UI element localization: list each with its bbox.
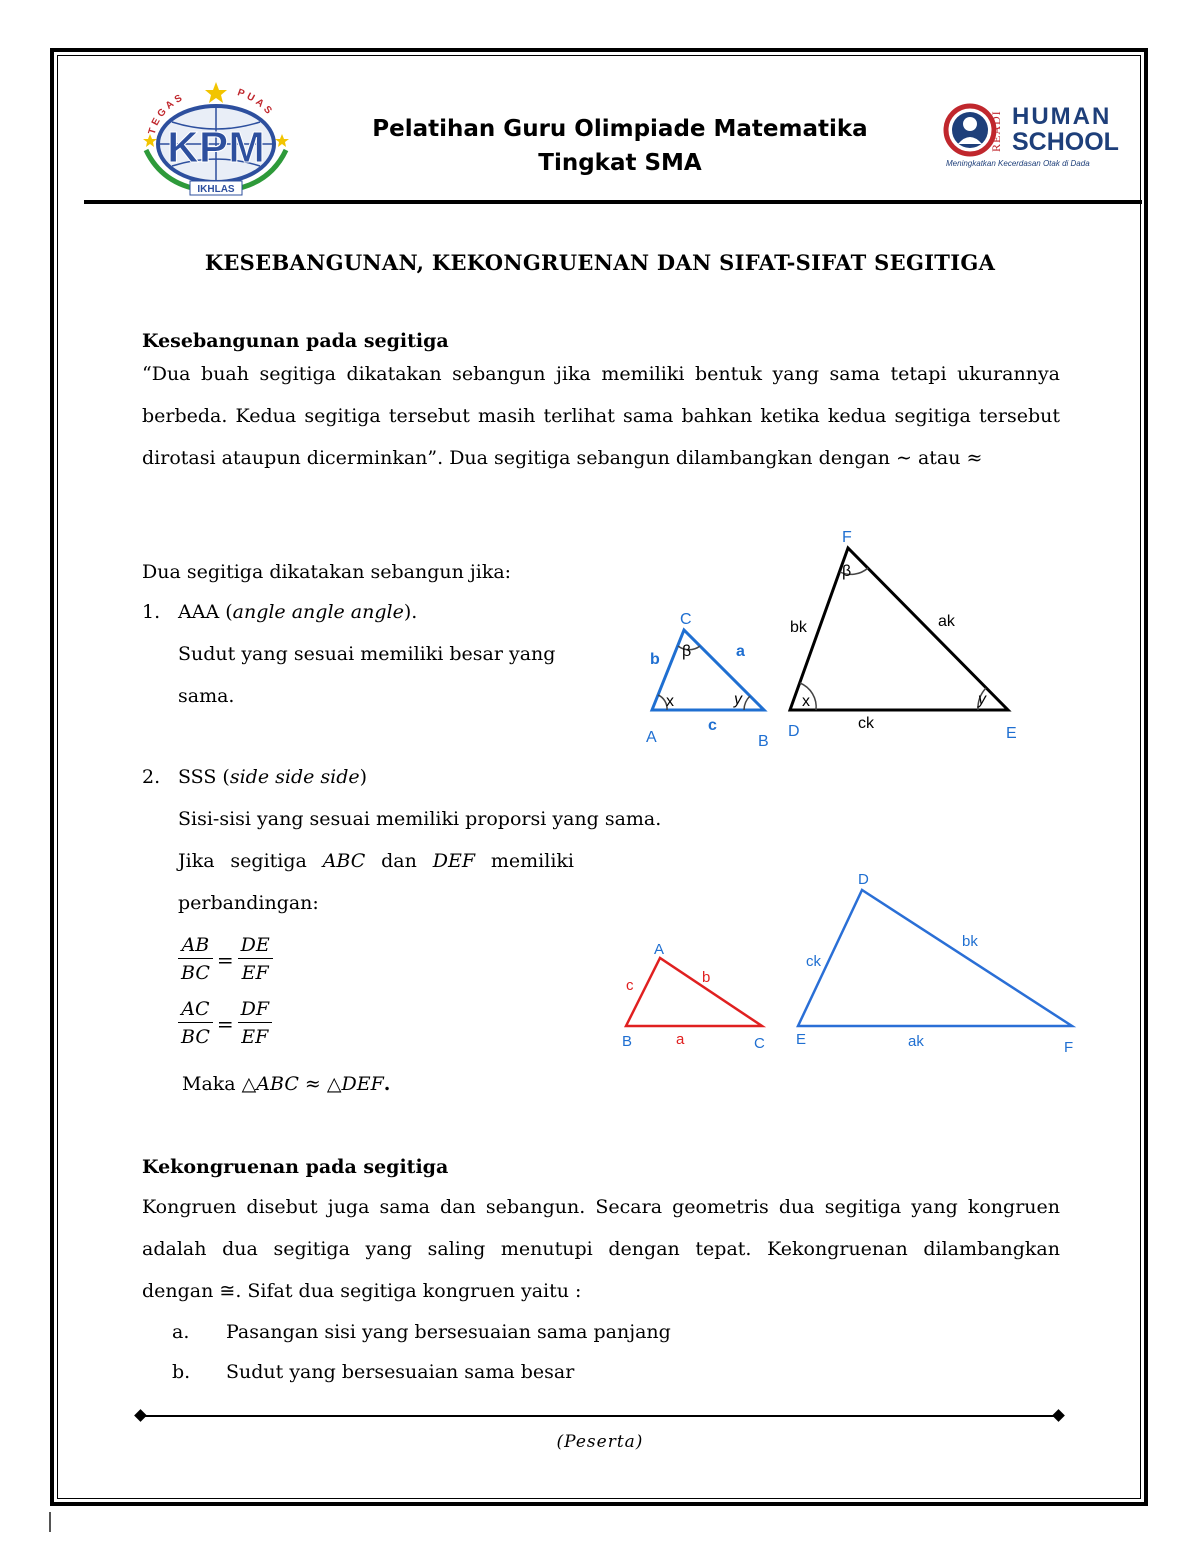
criteria-item-sss [142,756,622,798]
criteria-intro: Dua segitiga dikatakan sebangun jika: [142,561,512,583]
numerator: AB [178,932,213,959]
paragraph-line [142,437,1060,479]
section-heading-kesebangunan: Kesebangunan pada segitiga [142,330,449,352]
triangle-abc-blue [646,611,769,750]
numerator: DF [238,996,272,1023]
item-label: AAA ( [178,601,233,623]
similarity-expression: △ABC ≈ △DEF [241,1073,384,1095]
numerator: DE [238,932,273,959]
paragraph-text: dirotasi ataupun dicerminkan”. Dua segitiga sebangun dilambangkan dengan [142,447,890,469]
vertex-a: A [646,729,657,746]
figure-sss-similar-triangles [612,866,1092,1056]
section-heading-kekongruenan: Kekongruenan pada segitiga [142,1156,449,1178]
fraction [178,932,213,987]
item-label-italic: side side side [229,766,360,788]
star-icon [205,82,227,103]
paragraph-line: adalah dua segitiga yang saling menutupi dengan tepat. Kekongruenan dilambangkan [142,1238,1060,1260]
side-bk: bk [790,619,807,636]
triangle-name-def: DEF [432,850,476,872]
side-b: b [650,651,660,668]
kpm-logo-bottom-text: IKHLAS [197,184,235,195]
text-word: dan [381,850,417,872]
angle-x: x [802,693,810,710]
list-number: 2. [142,766,161,788]
kpm-logo [132,80,300,200]
angle-arc [744,696,750,710]
list-marker: b. [172,1361,191,1383]
paragraph-line: berbeda. Kedua segitiga tersebut masih terlihat sama bahkan ketika kedua segitiga tersebut [142,405,1060,427]
equals-sign: = [216,947,234,972]
hs-logo-tagline: Meningkatkan Kecerdasan Otak di Dada [946,159,1090,168]
human-school-logo [940,96,1140,176]
vertex-e: E [1006,725,1017,742]
vertex-b: B [622,1033,633,1050]
paragraph-line: “Dua buah segitiga dikatakan sebangun jika memiliki bentuk yang sama tetapi ukurannya [142,363,1060,385]
triangle-abc-outline [626,958,762,1026]
denominator: BC [181,1026,210,1048]
header-title-line2: Tingkat SMA [538,150,702,176]
item-description [178,840,574,882]
triangle-def-outline [798,890,1072,1026]
figure-aaa-similar-triangles [630,520,1060,750]
hs-logo-school: SCHOOL [1012,128,1119,156]
side-a: a [736,643,745,660]
vertex-d: D [788,723,800,740]
ratio-equation-2 [178,996,272,1051]
similar-symbol: ∼ [896,447,912,469]
conclusion-line [182,1063,582,1105]
approx-symbol: ≈ [966,447,983,469]
denominator: BC [181,962,210,984]
side-ck: ck [806,953,821,970]
angle-beta: β [682,643,692,660]
numerator: AC [178,996,213,1023]
kpm-logo-top-left-text: TEGAS [146,91,187,136]
side-a: a [676,1031,685,1048]
criteria-item-aaa [142,591,622,633]
triangle-name-abc: ABC [322,850,366,872]
vertex-f: F [1064,1039,1074,1056]
side-ck: ck [858,715,874,732]
vertex-b: B [758,733,769,750]
fraction [238,996,272,1051]
footer-label: (Peserta) [556,1432,644,1452]
item-description: sama. [178,685,235,707]
side-c: c [626,977,634,994]
side-b: b [702,969,711,986]
triangle-def-black [788,529,1017,742]
angle-beta: β [842,563,852,580]
vertex-e: E [796,1031,807,1048]
side-c: c [708,717,717,734]
angle-x: x [666,693,674,710]
item-description: Sisi-sisi yang sesuai memiliki proporsi yang sama. [178,808,662,830]
header-title-line1: Pelatihan Guru Olimpiade Matematika [372,116,868,142]
denominator: EF [241,962,269,984]
item-description: Sudut yang sesuai memiliki besar yang [178,643,556,665]
triangle-def-outline [790,548,1008,710]
list-marker: a. [172,1321,190,1343]
text-word: segitiga [230,850,307,872]
item-label-italic: angle angle angle [232,601,404,623]
vertex-a: A [654,941,665,958]
angle-y: y [978,691,986,708]
period: . [383,1073,391,1095]
side-ak: ak [938,613,955,630]
item-label-end: ). [403,601,418,623]
item-label: SSS ( [178,766,230,788]
paragraph-text: atau [917,447,961,469]
text-word: memiliki [490,850,574,872]
kpm-logo-letters: KPM [167,123,265,172]
side-bk: bk [962,933,978,950]
fraction [238,932,273,987]
item-label-end: ) [359,766,368,788]
vertex-c: C [754,1035,765,1052]
kpm-logo-top-right-text: PUAS [235,87,276,119]
vertex-c: C [680,611,692,628]
star-icon [275,134,289,147]
ratio-equation-1 [178,932,273,987]
text-word: Maka [182,1073,236,1095]
paragraph-line: Kongruen disebut juga sama dan sebangun. Secara geometris dua segitiga yang kongruen [142,1196,1060,1218]
header-rule [84,200,1142,204]
document-title: KESEBANGUNAN, KEKONGRUENAN DAN SIFAT-SIFAT SEGITIGA [204,250,996,275]
paragraph-line: dengan ≅. Sifat dua segitiga kongruen yaitu : [142,1280,582,1302]
vertex-f: F [842,529,852,546]
denominator: EF [241,1026,269,1048]
text-word: Jika [178,850,215,872]
star-icon [143,134,157,147]
hs-logo-human: HUMAN [1012,103,1112,130]
item-description: perbandingan: [178,892,319,914]
angle-y: y [734,691,742,708]
list-text: Sudut yang bersesuaian sama besar [226,1361,575,1383]
list-number: 1. [142,601,161,623]
side-ak: ak [908,1033,924,1050]
equals-sign: = [216,1011,234,1036]
header-title [300,112,940,180]
margin-mark [49,1512,51,1532]
triangle-abc-red [622,941,765,1052]
footer-rule [140,1415,1060,1417]
fraction [178,996,213,1051]
list-text: Pasangan sisi yang bersesuaian sama panjang [226,1321,671,1343]
triangle-def-blue [796,871,1073,1056]
hs-logo-vertical-text: READI [989,110,1003,152]
vertex-d: D [858,871,869,888]
